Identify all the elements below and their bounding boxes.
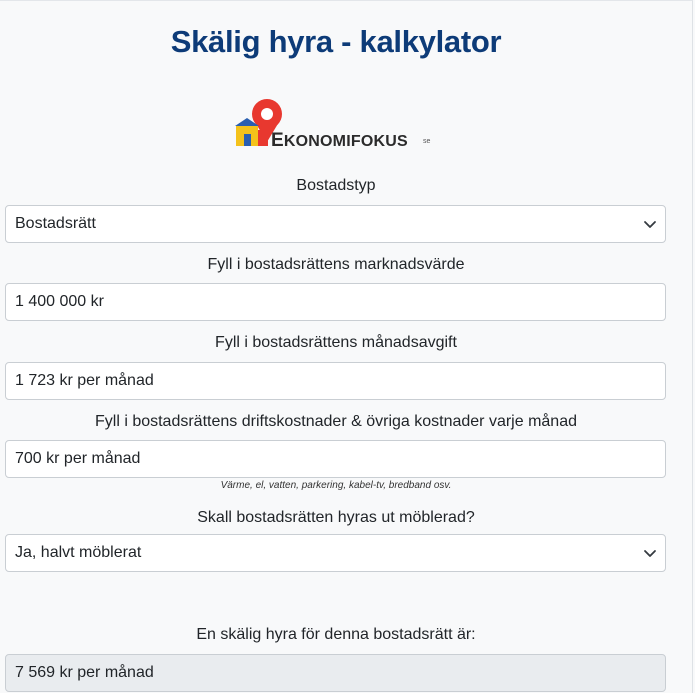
operating-costs-value: 700 kr per månad bbox=[15, 450, 141, 467]
operating-costs-input[interactable] bbox=[5, 440, 666, 478]
result-output bbox=[5, 654, 666, 692]
operating-costs-hint: Värme, el, vatten, parkering, kabel-tv, bredband osv. bbox=[220, 480, 452, 491]
ekonomifokus-logo[interactable] bbox=[233, 96, 443, 154]
result-label: En skälig hyra för denna bostadsrätt är: bbox=[196, 626, 476, 643]
result-value: 7 569 kr per månad bbox=[15, 664, 154, 681]
property-type-select[interactable] bbox=[5, 205, 666, 243]
chevron-down-icon bbox=[643, 546, 657, 560]
property-type-value: Bostadsrätt bbox=[15, 215, 96, 232]
property-type-label: Bostadstyp bbox=[296, 177, 376, 194]
page-title: Skälig hyra - kalkylator bbox=[170, 24, 502, 59]
monthly-fee-input[interactable] bbox=[5, 362, 666, 400]
furnished-label: Skall bostadsrätten hyras ut möblerad? bbox=[197, 509, 475, 526]
logo-wordmark: EKONOMIFOKUS bbox=[271, 130, 408, 151]
market-value-input[interactable] bbox=[5, 283, 666, 321]
market-value-value: 1 400 000 kr bbox=[15, 293, 104, 310]
chevron-down-icon bbox=[643, 217, 657, 231]
furnished-value: Ja, halvt möblerat bbox=[15, 544, 142, 561]
monthly-fee-value: 1 723 kr per månad bbox=[15, 372, 154, 389]
monthly-fee-label: Fyll i bostadsrättens månadsavgift bbox=[215, 334, 457, 351]
furnished-select[interactable] bbox=[5, 534, 666, 572]
operating-costs-label: Fyll i bostadsrättens driftskostnader & övriga kostnader varje månad bbox=[94, 413, 577, 430]
logo-domain-suffix: se bbox=[423, 138, 431, 145]
market-value-label: Fyll i bostadsrättens marknadsvärde bbox=[207, 256, 465, 273]
